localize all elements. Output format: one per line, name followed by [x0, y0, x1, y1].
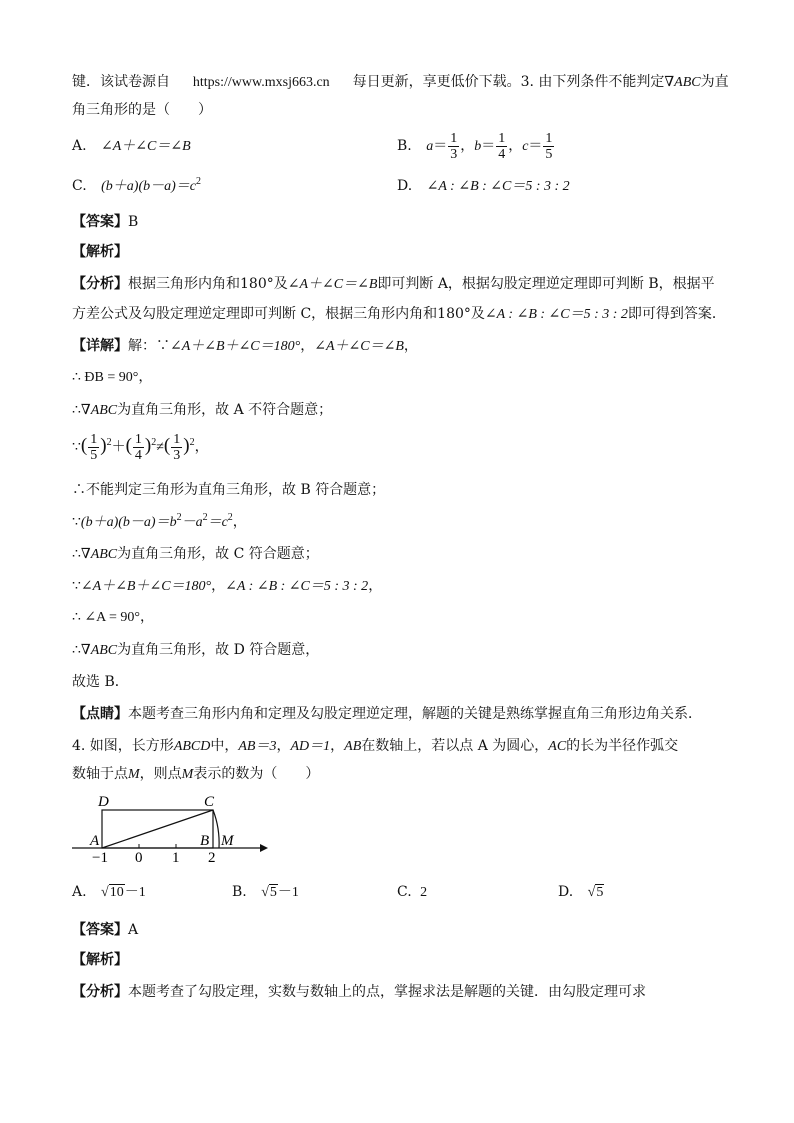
- q3-xiangjie-line10: [72, 640, 319, 661]
- fenxi-text: 即可得到答案．: [627, 306, 726, 322]
- q4-option-c: [397, 882, 427, 903]
- radicand: 5: [269, 885, 277, 900]
- tick-label-2: 2: [208, 850, 216, 862]
- q3-xiangjie-line1: [72, 336, 418, 357]
- option-a-math: [101, 883, 125, 903]
- tick-label-1: 1: [172, 850, 180, 862]
- dianjing-tag: 【点睛】: [72, 706, 128, 722]
- q3-option-b: B. a＝ $\frac{1}{3}$ ，b＝ $\frac{1}{4}$ ，c＝ $\frac{1}{5}$: [397, 130, 553, 162]
- therefore-symbol: ∴: [72, 642, 81, 658]
- label-d: D: [98, 794, 109, 810]
- q4-analysis-heading: [72, 950, 128, 970]
- q4-stem-text: 的长为半径作弧交: [566, 738, 679, 754]
- q3-dianjing: [72, 704, 702, 724]
- q3-fenxi-line1: [72, 274, 715, 295]
- triangle-abc-symbol: ∇ABC: [664, 75, 701, 90]
- exponent: 2: [189, 437, 195, 448]
- fraction-numerator: 1: [134, 431, 142, 447]
- option-d-math: [588, 883, 605, 903]
- fenxi-text: 即可判断 A，根据勾股定理逆定理即可判断 B，根据平: [377, 276, 715, 292]
- q3-xiangjie-line6: [72, 512, 247, 533]
- solution-math: ∠A＋∠B＋∠C＝180°: [80, 579, 212, 594]
- analysis-tag: 【解析】: [72, 952, 128, 968]
- radical-sign: √: [261, 885, 269, 900]
- option-c-math: (b＋a)(b－a)＝c: [101, 179, 196, 194]
- fenxi-text: 本题考查了勾股定理，实数与数轴上的点，掌握求法是解题的关键．由勾股定理可求: [128, 984, 646, 1000]
- fenxi-text: 根据三角形内角和180°及: [128, 276, 288, 292]
- fenxi-math: ∠A : ∠B : ∠C＝5 : 3 : 2: [484, 307, 628, 322]
- q3-xiangjie-line3: [72, 400, 332, 421]
- q4-stem-math: AC: [548, 739, 567, 754]
- fenxi-tag: 【分析】: [72, 276, 128, 292]
- solution-math: ∠A＋∠C＝∠B: [314, 339, 404, 354]
- q4-stem-math: AD＝1: [290, 739, 331, 754]
- q4-stem-text: ，: [330, 738, 345, 754]
- q3-stem-line1: [72, 72, 729, 93]
- option-b-tail: －1: [277, 885, 299, 900]
- fraction-denominator: 3: [173, 447, 181, 463]
- answer-tag: 【答案】: [72, 214, 128, 230]
- q3-xiangjie-line11: 故选 B．: [72, 674, 129, 690]
- exponent: 2: [196, 176, 201, 187]
- fraction-one-third: [448, 131, 459, 162]
- label-b: B: [200, 833, 210, 849]
- q3-stem-text: 每日更新，享更低价下载。3. 由下列条件不能判定: [352, 74, 665, 90]
- tick-label-0: 0: [135, 850, 143, 862]
- q3-analysis-heading: [72, 242, 128, 262]
- option-b-label: B.: [397, 138, 412, 154]
- q4-stem-text: 4. 如图，长方形: [72, 738, 174, 754]
- solution-text: ，: [403, 338, 418, 354]
- option-c-label: C.: [397, 884, 412, 900]
- analysis-tag: 【解析】: [72, 244, 128, 260]
- q4-stem-line1: [72, 736, 678, 757]
- option-a-math: ∠A＋∠C＝∠B: [101, 139, 191, 154]
- tick-label-neg1: −1: [92, 850, 108, 862]
- option-d-label: D.: [397, 178, 413, 194]
- source-note-text: 键．该试卷源自: [72, 74, 170, 90]
- fraction-one-fourth: [496, 131, 507, 162]
- q4-stem-line2: [72, 764, 319, 785]
- arc-cm: [213, 810, 219, 848]
- q4-fenxi: [72, 982, 646, 1002]
- q4-stem-math: M: [181, 767, 194, 782]
- exponent: 2: [202, 512, 208, 523]
- because-symbol: ∵: [72, 578, 81, 594]
- fraction-denominator: 5: [545, 146, 553, 162]
- rectangle-numberline-figure: [72, 790, 272, 862]
- solution-math: －a: [181, 515, 203, 530]
- q3-xiangjie-line8: [72, 576, 382, 597]
- exponent: 2: [176, 512, 182, 523]
- q3-option-a: [72, 136, 191, 157]
- fenxi-math: ∠A＋∠C＝∠B: [287, 277, 378, 292]
- q4-stem-text: ，则点: [139, 766, 182, 782]
- triangle-abc-symbol: ∇ABC: [80, 643, 118, 658]
- answer-value: A: [128, 922, 139, 938]
- axis-arrow: [260, 844, 268, 852]
- q3-stem-tail: 为直: [700, 74, 729, 90]
- option-b-math: [261, 883, 278, 903]
- q4-stem-text: 中，: [210, 738, 239, 754]
- q3-fenxi-line2: [72, 304, 726, 325]
- because-symbol: ∵: [72, 514, 81, 530]
- solution-text: 解：∵: [128, 338, 170, 354]
- q4-option-d: [558, 882, 604, 903]
- fraction-numerator: 1: [173, 431, 181, 447]
- exponent: 2: [151, 437, 157, 448]
- solution-text: 为直角三角形，故 C 符合题意；: [117, 546, 319, 562]
- exponent: 2: [106, 437, 112, 448]
- solution-text: 为直角三角形，故 D 符合题意，: [117, 642, 320, 658]
- fraction-numerator: 1: [450, 130, 458, 146]
- fraction-one-fourth: [133, 432, 144, 463]
- var-c: c: [522, 139, 529, 154]
- q4-stem-text: 数轴于点: [72, 766, 128, 782]
- fraction-denominator: 4: [134, 447, 142, 463]
- fraction-numerator: 1: [498, 130, 506, 146]
- q4-stem-math: AB＝3: [238, 739, 277, 754]
- q4-option-a: [72, 882, 146, 903]
- answer-tag: 【答案】: [72, 922, 128, 938]
- fenxi-text: 方差公式及勾股定理逆定理即可判断 C，根据三角形内角和180°及: [72, 306, 485, 322]
- q3-answer: [72, 212, 138, 232]
- q4-stem-math: AB: [344, 739, 362, 754]
- solution-math: ＝c: [207, 515, 228, 530]
- triangle-abc-symbol: ∇ABC: [80, 547, 118, 562]
- label-c: C: [204, 794, 215, 810]
- q4-stem-text: 在数轴上，若以点 A 为圆心，: [361, 738, 549, 754]
- q4-option-b: [232, 882, 299, 903]
- q4-stem-text: 表示的数为（ ）: [193, 766, 320, 782]
- option-a-tail: －1: [124, 885, 146, 900]
- solution-text: ，: [211, 578, 226, 594]
- option-d-math: ∠A : ∠B : ∠C＝5 : 3 : 2: [426, 179, 570, 194]
- fraction-one-fifth: [543, 131, 554, 162]
- solution-text: ，: [300, 338, 315, 354]
- fraction-denominator: 3: [450, 146, 458, 162]
- fraction-one-fifth: [88, 432, 99, 463]
- xiangjie-tag: 【详解】: [72, 338, 128, 354]
- diagonal-ac: [102, 810, 213, 848]
- therefore-symbol: ∴: [72, 402, 81, 418]
- option-b-label: B.: [232, 884, 247, 900]
- fraction-one-third: [171, 432, 182, 463]
- q4-stem-math: ABCD: [173, 739, 211, 754]
- solution-text: 为直角三角形，故 A 不符合题意；: [117, 402, 333, 418]
- solution-text: ，: [232, 514, 247, 530]
- dianjing-text: 本题考查三角形内角和定理及勾股定理逆定理，解题的关键是熟练掌握直角三角形边角关系．: [128, 706, 702, 722]
- solution-math: ∠A＋∠B＋∠C＝180°: [170, 339, 301, 354]
- solution-text: ，: [194, 439, 209, 455]
- solution-math: (b＋a)(b－a)＝b: [80, 515, 177, 530]
- triangle-abc-symbol: ∇ABC: [80, 403, 118, 418]
- solution-math: ∠A : ∠B : ∠C＝5 : 3 : 2: [225, 579, 369, 594]
- fraction-denominator: 5: [90, 447, 98, 463]
- solution-text: ，: [368, 578, 383, 594]
- source-url-link[interactable]: https://www.mxsj663.cn: [192, 75, 330, 90]
- fraction-numerator: 1: [545, 130, 553, 146]
- radicand: 5: [596, 885, 604, 900]
- exponent: 2: [227, 512, 233, 523]
- option-a-label: A.: [72, 884, 87, 900]
- q3-stem-line2: 角三角形的是（ ）: [72, 102, 212, 118]
- q3-xiangjie-line4: ∵( $\frac{1}{5}$ )$^2$＋( $\frac{1}{4}$ )$^2$≠( $\frac{1}{3}$ )$^2$，: [72, 431, 209, 463]
- var-a: a: [426, 139, 434, 154]
- not-equal-symbol: ≠: [156, 440, 164, 455]
- option-c-value: 2: [420, 885, 428, 900]
- option-a-label: A.: [72, 138, 87, 154]
- q4-answer: [72, 920, 138, 940]
- fraction-numerator: 1: [90, 431, 98, 447]
- radical-sign: √: [101, 885, 109, 900]
- option-c-label: C.: [72, 178, 87, 194]
- q3-xiangjie-line7: [72, 544, 319, 565]
- q3-xiangjie-line2: ∴ ÐB = 90°，: [72, 370, 153, 385]
- label-a: A: [90, 833, 100, 849]
- option-d-label: D.: [558, 884, 574, 900]
- therefore-symbol: ∴: [72, 546, 81, 562]
- answer-value: B: [128, 214, 139, 230]
- fenxi-tag: 【分析】: [72, 984, 128, 1000]
- radical-sign: √: [587, 885, 596, 900]
- q4-stem-math: M: [128, 767, 140, 782]
- fraction-denominator: 4: [498, 146, 506, 162]
- var-b: b: [474, 139, 482, 154]
- q3-option-c: [72, 176, 201, 197]
- q3-xiangjie-line5: ∴不能判定三角形为直角三角形，故 B 符合题意；: [72, 482, 386, 498]
- label-m: M: [221, 833, 234, 849]
- q4-stem-text: ，: [276, 738, 291, 754]
- q3-option-d: [397, 176, 570, 197]
- radicand: 10: [109, 885, 124, 900]
- q3-xiangjie-line9: ∴ ∠A = 90°，: [72, 610, 154, 625]
- because-symbol: ∵: [72, 439, 81, 455]
